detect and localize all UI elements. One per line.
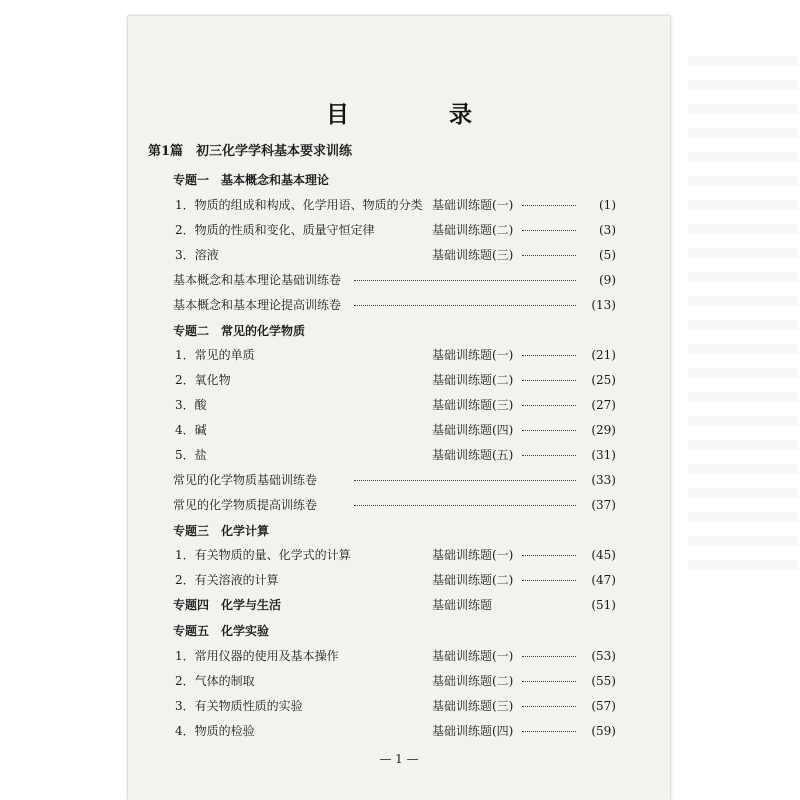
toc-page-number: (25): [591, 373, 616, 387]
toc-leader-dots: [354, 480, 576, 481]
toc-entry-category: 基础训练题(三): [432, 699, 514, 713]
toc-page-number: (51): [591, 598, 616, 612]
toc-entry-category: 基础训练题: [432, 598, 493, 612]
toc-row: [128, 443, 670, 467]
toc-entry-category: 基础训练题(二): [432, 373, 514, 387]
toc-entry-label: 3．溶液: [175, 248, 219, 262]
toc-row: [128, 368, 670, 392]
toc-entry-category: 基础训练题(一): [432, 198, 514, 212]
toc-leader-dots: [522, 656, 576, 657]
toc-entry-category: 基础训练题(一): [432, 548, 514, 562]
page-title: 目 录: [325, 101, 518, 128]
toc-entry-category: 基础训练题(一): [432, 649, 514, 663]
toc-entry-category: 基础训练题(二): [432, 573, 514, 587]
toc-leader-dots: [522, 580, 576, 581]
toc-row: [128, 140, 670, 164]
toc-entry-label: 基本概念和基本理论基础训练卷: [173, 273, 342, 287]
page-paper: [128, 16, 670, 800]
toc-page-number: (59): [591, 724, 616, 738]
toc-row: [128, 593, 670, 617]
toc-row: [128, 319, 670, 343]
toc-entry-label: 5．盐: [175, 448, 207, 462]
toc-leader-dots: [522, 355, 576, 356]
toc-row: [128, 519, 670, 543]
toc-page-number: (1): [599, 198, 616, 212]
toc-page-number: (3): [599, 223, 616, 237]
toc-entry-label: 2．气体的制取: [175, 674, 255, 688]
toc-row: [128, 669, 670, 693]
toc-row: [128, 243, 670, 267]
toc-leader-dots: [354, 280, 576, 281]
toc-leader-dots: [522, 455, 576, 456]
toc-page-number: (27): [591, 398, 616, 412]
toc-row: [128, 543, 670, 567]
toc-entry-label: 3．酸: [175, 398, 207, 412]
toc-entry-label: 专题四 化学与生活: [173, 598, 282, 612]
toc-page-number: (9): [599, 273, 616, 287]
toc-page-number: (33): [591, 473, 616, 487]
toc-leader-dots: [522, 731, 576, 732]
toc-entry-category: 基础训练题(四): [432, 724, 514, 738]
toc-leader-dots: [522, 380, 576, 381]
toc-entry-label: 3．有关物质性质的实验: [175, 699, 303, 713]
toc-leader-dots: [522, 681, 576, 682]
toc-entry-label: 1．有关物质的量、化学式的计算: [175, 548, 351, 562]
toc-page-number: (13): [591, 298, 616, 312]
toc-leader-dots: [522, 230, 576, 231]
toc-row: [128, 418, 670, 442]
toc-row: [128, 493, 670, 517]
page-number-footer: — 1 —: [379, 752, 419, 766]
toc-entry-label: 1．常见的单质: [175, 348, 255, 362]
toc-entry-label: 专题二 常见的化学物质: [173, 324, 306, 338]
bleed-through-texture: [688, 56, 798, 576]
toc-row: [128, 468, 670, 492]
toc-row: [128, 168, 670, 192]
toc-leader-dots: [354, 305, 576, 306]
toc-row: [128, 719, 670, 743]
toc-entry-label: 2．有关溶液的计算: [175, 573, 279, 587]
toc-row: [128, 193, 670, 217]
toc-entry-label: 专题三 化学计算: [173, 524, 270, 538]
toc-page-number: (57): [591, 699, 616, 713]
toc-page-number: (45): [591, 548, 616, 562]
toc-entry-label: 专题一 基本概念和基本理论: [173, 173, 330, 187]
toc-leader-dots: [522, 555, 576, 556]
toc-entry-label: 第1篇 初三化学学科基本要求训练: [148, 144, 353, 159]
toc-leader-dots: [522, 405, 576, 406]
toc-page-number: (47): [591, 573, 616, 587]
toc-row: [128, 694, 670, 718]
toc-row: [128, 218, 670, 242]
toc-entry-label: 4．碱: [175, 423, 207, 437]
toc-leader-dots: [522, 430, 576, 431]
toc-entry-category: 基础训练题(四): [432, 423, 514, 437]
toc-entry-category: 基础训练题(二): [432, 674, 514, 688]
toc-page-number: (31): [591, 448, 616, 462]
toc-row: [128, 568, 670, 592]
toc-entry-label: 2．氧化物: [175, 373, 231, 387]
toc-leader-dots: [354, 505, 576, 506]
toc-entry-label: 常见的化学物质基础训练卷: [173, 473, 318, 487]
toc-page-number: (37): [591, 498, 616, 512]
toc-entry-label: 1．常用仪器的使用及基本操作: [175, 649, 339, 663]
toc-page-number: (29): [591, 423, 616, 437]
toc-leader-dots: [522, 706, 576, 707]
toc-page-number: (5): [599, 248, 616, 262]
toc-entry-label: 2．物质的性质和变化、质量守恒定律: [175, 223, 375, 237]
toc-row: [128, 268, 670, 292]
toc-page-number: (55): [591, 674, 616, 688]
toc-entry-label: 4．物质的检验: [175, 724, 255, 738]
toc-entry-category: 基础训练题(一): [432, 348, 514, 362]
toc-row: [128, 293, 670, 317]
toc-page-number: (21): [591, 348, 616, 362]
toc-entry-category: 基础训练题(三): [432, 248, 514, 262]
toc-entry-label: 专题五 化学实验: [173, 624, 270, 638]
toc-entry-label: 1．物质的组成和构成、化学用语、物质的分类: [175, 198, 423, 212]
toc-row: [128, 393, 670, 417]
toc-row: [128, 619, 670, 643]
toc-page-number: (53): [591, 649, 616, 663]
toc-entry-label: 基本概念和基本理论提高训练卷: [173, 298, 342, 312]
toc-entry-category: 基础训练题(三): [432, 398, 514, 412]
toc-entry-category: 基础训练题(二): [432, 223, 514, 237]
toc-row: [128, 644, 670, 668]
toc-leader-dots: [522, 255, 576, 256]
toc-row: [128, 343, 670, 367]
toc-entry-label: 常见的化学物质提高训练卷: [173, 498, 318, 512]
toc-entry-category: 基础训练题(五): [432, 448, 514, 462]
toc-leader-dots: [522, 205, 576, 206]
